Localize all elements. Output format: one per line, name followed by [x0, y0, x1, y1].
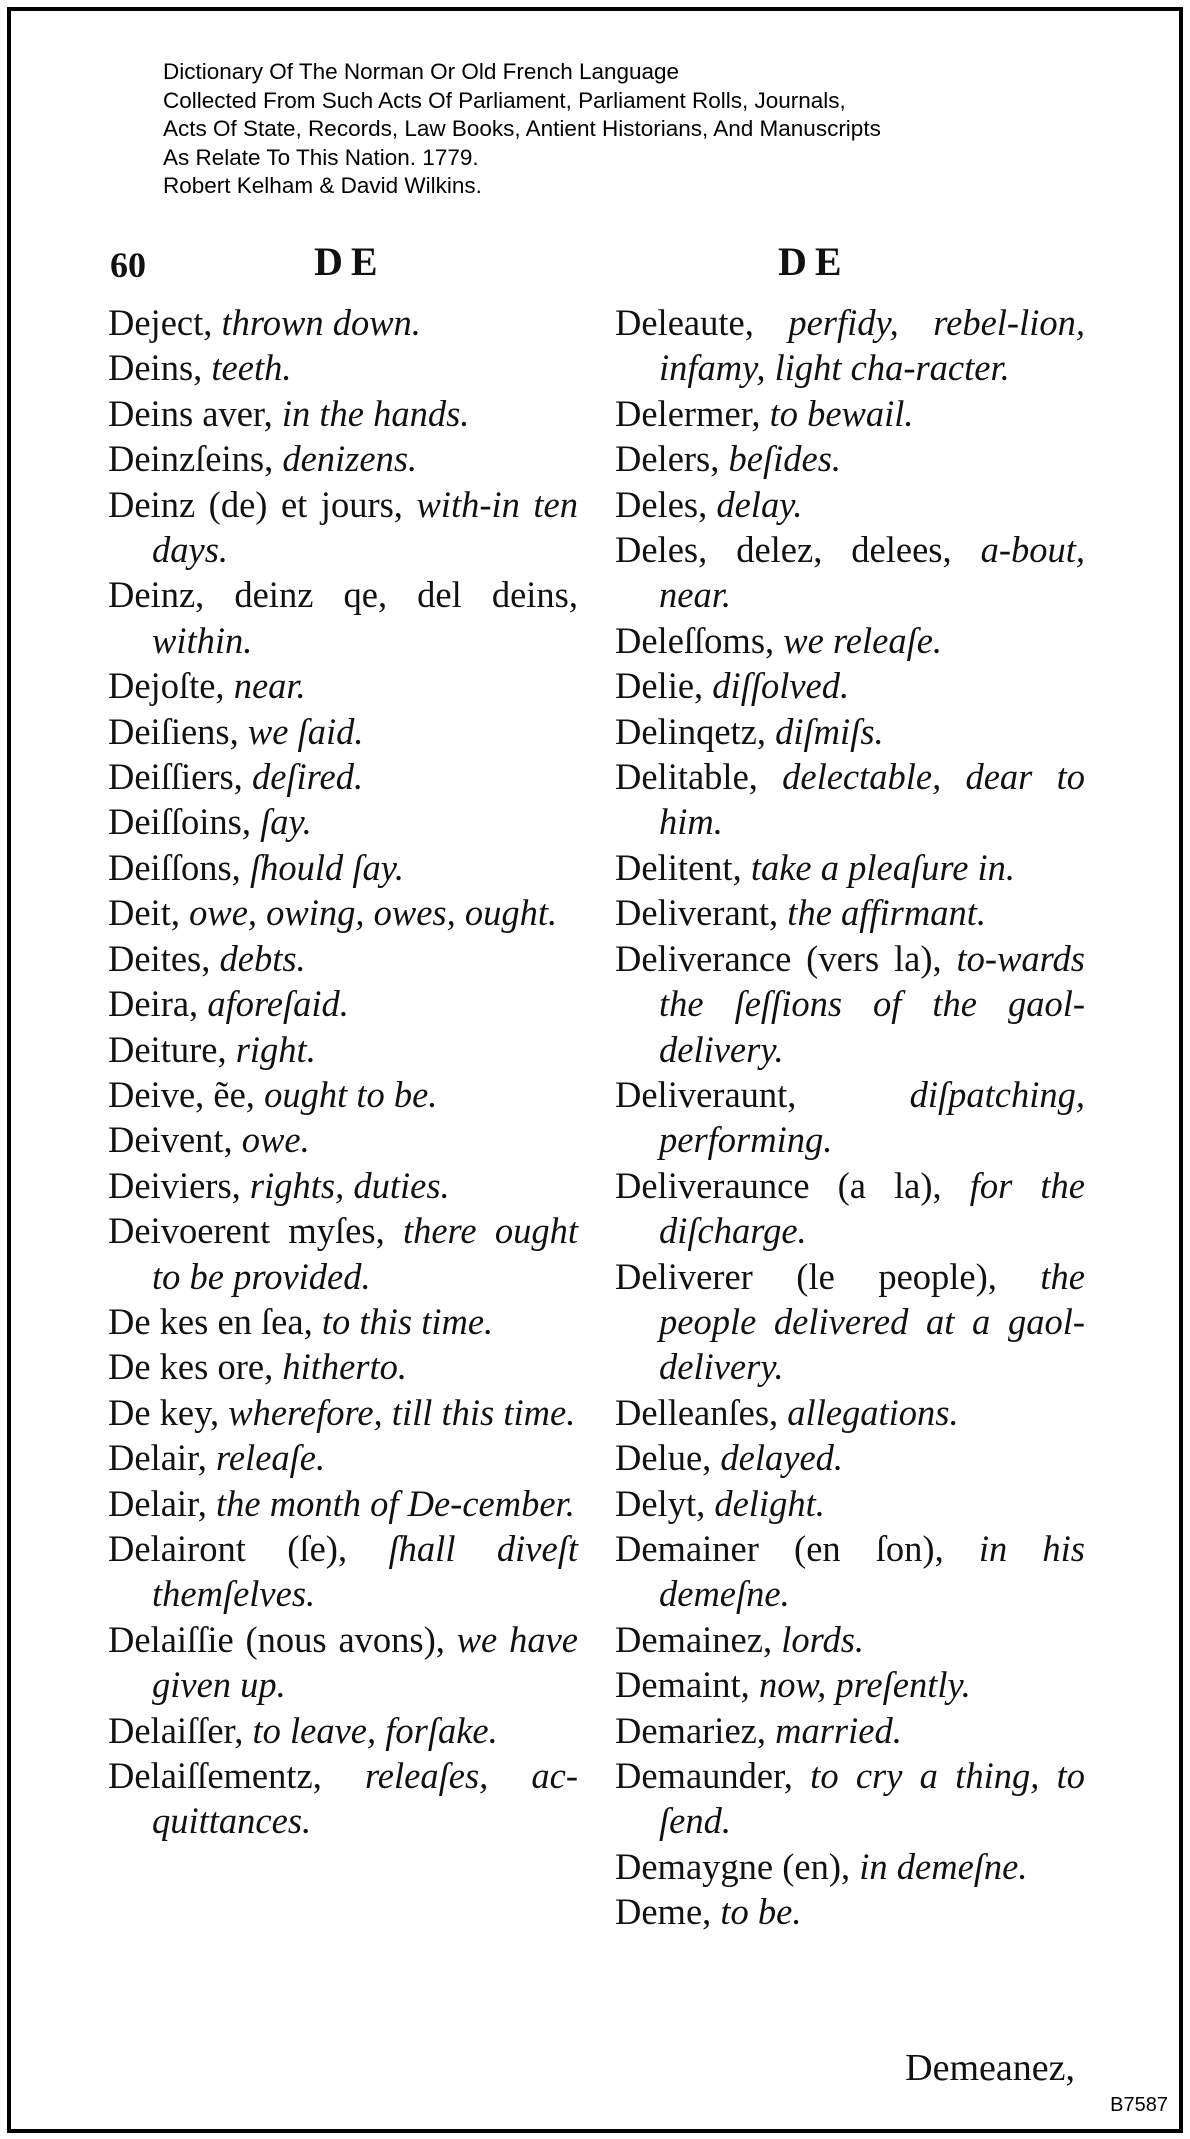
- dictionary-entry: [615, 1526, 1085, 1617]
- entry-definition: teeth.: [202, 347, 292, 389]
- entry-headword: Deinz (de) et jours,: [108, 483, 403, 525]
- entry-headword: Deles, delez, delees,: [615, 529, 952, 571]
- catchword: Demeanez,: [905, 2047, 1075, 2089]
- entry-definition: rights, duties.: [240, 1164, 450, 1206]
- entry-definition: there ought to be provided.: [152, 1210, 578, 1297]
- entry-headword: Delitent,: [615, 846, 742, 888]
- entry-definition: the people delivered at a gaol-delivery.: [659, 1255, 1085, 1388]
- dictionary-entry: [615, 618, 1085, 663]
- entry-definition: near.: [224, 665, 306, 707]
- entry-definition: delight.: [705, 1482, 825, 1524]
- entry-headword: Deinzſeins,: [108, 438, 274, 480]
- entry-definition: releaſes, ac-quittances.: [152, 1755, 578, 1842]
- entry-definition: deſired.: [242, 756, 364, 798]
- dictionary-entry: [615, 300, 1085, 391]
- dictionary-entry: [108, 799, 578, 844]
- dictionary-entry: [108, 1027, 578, 1072]
- entry-definition: aforeſaid.: [198, 983, 349, 1025]
- page-header: [0, 238, 1190, 298]
- entry-headword: Demaunder,: [615, 1755, 793, 1796]
- entry-definition: in his demeſne.: [659, 1527, 1085, 1615]
- entry-headword: Demaint,: [615, 1664, 750, 1706]
- entry-definition: ought to be.: [254, 1073, 438, 1115]
- dictionary-entry: [615, 1390, 1085, 1435]
- page-number: 60: [110, 245, 146, 285]
- caption-line: Dictionary Of The Norman Or Old French Language: [163, 59, 680, 84]
- entry-headword: Deivent,: [108, 1119, 233, 1161]
- entry-definition: perfidy, rebel-lion, infamy, light cha-racter.: [659, 302, 1085, 389]
- caption-line: As Relate To This Nation. 1779.: [163, 144, 479, 170]
- entry-headword: Delair,: [108, 1437, 207, 1479]
- entry-headword: Deins aver,: [108, 392, 273, 434]
- entry-headword: Delaiſſer,: [108, 1709, 244, 1751]
- entry-definition: to be.: [711, 1891, 802, 1933]
- dictionary-entry: [615, 1662, 1085, 1707]
- entry-definition: delay.: [707, 483, 803, 525]
- dictionary-entry: [615, 1844, 1085, 1889]
- dictionary-entry: [108, 1299, 578, 1344]
- entry-definition: lords.: [772, 1618, 865, 1660]
- entry-definition: owe.: [232, 1119, 310, 1161]
- entry-headword: Deiviers,: [108, 1164, 241, 1206]
- entry-headword: Dejoſte,: [108, 665, 225, 707]
- entry-headword: Deliverance (vers la),: [615, 937, 942, 979]
- dictionary-entry: [108, 709, 578, 754]
- entry-headword: Delinqetz,: [615, 710, 767, 752]
- entry-definition: we have given up.: [152, 1618, 578, 1706]
- entry-headword: Delers,: [615, 438, 720, 480]
- entry-headword: Deject,: [108, 302, 213, 343]
- entry-definition: delectable, dear to him.: [659, 756, 1085, 843]
- dictionary-entry: [615, 391, 1085, 436]
- dictionary-entry: [108, 1344, 578, 1389]
- entry-headword: De kes en ſea,: [108, 1300, 313, 1342]
- dictionary-entry: [615, 1708, 1085, 1753]
- entry-headword: De key,: [108, 1391, 220, 1433]
- entry-headword: Deites,: [108, 937, 211, 979]
- dictionary-entry: [108, 482, 578, 573]
- entry-headword: Deinz, deinz qe, del deins,: [108, 574, 578, 616]
- dictionary-entry: [108, 572, 578, 663]
- entry-headword: Delie,: [615, 665, 704, 707]
- entry-definition: hitherto.: [273, 1346, 408, 1388]
- dictionary-entry: [615, 1753, 1085, 1844]
- entry-definition: to this time.: [312, 1300, 494, 1342]
- entry-headword: Delleanſes,: [615, 1391, 779, 1433]
- entry-headword: Deiſiens,: [108, 710, 239, 752]
- dictionary-entry: [108, 345, 578, 390]
- entry-definition: the month of De-cember.: [206, 1482, 575, 1524]
- entry-headword: Deleſſoms,: [615, 619, 775, 661]
- entry-headword: Deiſſons,: [108, 846, 241, 888]
- dictionary-entry: [108, 1390, 578, 1435]
- entry-headword: Deleaute,: [615, 302, 754, 343]
- caption-line: Collected From Such Acts Of Parliament, Parliament Rolls, Journals,: [163, 87, 846, 113]
- dictionary-entry: [108, 754, 578, 799]
- entry-definition: a-bout, near.: [659, 529, 1085, 616]
- entry-headword: Deiſſoins,: [108, 801, 251, 843]
- entry-headword: Demainez,: [615, 1618, 773, 1660]
- entry-definition: to cry a thing, to ſend.: [659, 1755, 1085, 1842]
- entry-headword: Delairont (ſe),: [108, 1527, 348, 1569]
- entry-headword: De kes ore,: [108, 1346, 274, 1388]
- entry-definition: beſides.: [719, 438, 842, 480]
- dictionary-entry: [108, 890, 578, 935]
- entry-headword: Demainer (en ſon),: [615, 1527, 944, 1569]
- entry-definition: owe, owing, owes, ought.: [179, 892, 558, 934]
- entry-definition: ſhould ſay.: [240, 846, 405, 888]
- dictionary-entry: [108, 1526, 578, 1617]
- dictionary-entry: [108, 663, 578, 708]
- dictionary-entry: [615, 936, 1085, 1072]
- dictionary-entry: [615, 845, 1085, 890]
- entry-headword: Deliverer (le people),: [615, 1255, 997, 1297]
- running-head-left: DE: [314, 239, 386, 284]
- dictionary-entry: [108, 1753, 578, 1844]
- entry-headword: Deive, ẽe,: [108, 1073, 255, 1115]
- running-head-right: DE: [778, 239, 850, 284]
- entry-headword: Demariez,: [615, 1709, 766, 1751]
- entry-headword: Delaiſſementz,: [108, 1755, 322, 1796]
- dictionary-entry: [108, 1481, 578, 1526]
- caption-line: Acts Of State, Records, Law Books, Antient Historians, And Manuscripts: [163, 116, 881, 142]
- entry-definition: debts.: [210, 937, 306, 979]
- entry-definition: for the diſcharge.: [659, 1164, 1085, 1252]
- entry-headword: Deliverant,: [615, 892, 779, 934]
- entry-definition: diſmiſs.: [766, 710, 884, 752]
- entry-headword: Delaiſſie (nous avons),: [108, 1618, 445, 1660]
- entry-definition: diſpatching, performing.: [659, 1073, 1085, 1161]
- dictionary-entry: [108, 300, 578, 345]
- entry-headword: Deliveraunce (a la),: [615, 1164, 942, 1206]
- entry-definition: right.: [226, 1028, 316, 1070]
- dictionary-entry: [108, 391, 578, 436]
- entry-headword: Deiſſiers,: [108, 756, 243, 798]
- entry-definition: allegations.: [778, 1391, 959, 1433]
- entry-definition: to leave, forſake.: [243, 1709, 498, 1751]
- dictionary-entry: [108, 1072, 578, 1117]
- entry-definition: releaſe.: [206, 1437, 326, 1479]
- dictionary-entry: [108, 981, 578, 1026]
- entry-headword: Deiture,: [108, 1028, 227, 1070]
- entry-headword: Delyt,: [615, 1482, 706, 1524]
- entry-headword: Deme,: [615, 1891, 712, 1933]
- entry-definition: diſſolved.: [703, 665, 850, 707]
- entry-headword: Deivoerent myſes,: [108, 1210, 385, 1252]
- entry-definition: married.: [765, 1709, 902, 1751]
- dictionary-entry: [108, 1163, 578, 1208]
- dictionary-entry: [615, 663, 1085, 708]
- left-column: [108, 300, 578, 1844]
- dictionary-entry: [615, 482, 1085, 527]
- dictionary-entry: [108, 1435, 578, 1480]
- caption-line: Robert Kelham & David Wilkins.: [163, 173, 482, 199]
- entry-headword: Delermer,: [615, 392, 761, 434]
- entry-headword: Deles,: [615, 483, 708, 525]
- dictionary-entry: [108, 936, 578, 981]
- entry-definition: the affirmant.: [778, 892, 987, 934]
- dictionary-entry: [615, 1163, 1085, 1254]
- entry-headword: Deliveraunt,: [615, 1073, 797, 1115]
- source-caption: [163, 58, 881, 201]
- right-column: [615, 300, 1085, 1935]
- dictionary-entry: [615, 1481, 1085, 1526]
- entry-definition: in demeſne.: [850, 1845, 1028, 1887]
- dictionary-entry: [615, 1889, 1085, 1934]
- entry-definition: we releaſe.: [774, 619, 943, 661]
- entry-definition: wherefore, till this time.: [219, 1391, 576, 1433]
- dictionary-entry: [615, 1617, 1085, 1662]
- dictionary-entry: [108, 845, 578, 890]
- dictionary-entry: [108, 436, 578, 481]
- dictionary-entry: [615, 1254, 1085, 1390]
- dictionary-entry: [615, 1435, 1085, 1480]
- entry-headword: Demaygne (en),: [615, 1845, 851, 1887]
- entry-headword: Deins,: [108, 347, 203, 389]
- reference-code: B7587: [1110, 2094, 1168, 2116]
- entry-headword: Deit,: [108, 892, 180, 934]
- entry-headword: Delair,: [108, 1482, 207, 1524]
- entry-definition: delayed.: [711, 1437, 844, 1479]
- dictionary-entry: [108, 1617, 578, 1708]
- dictionary-entry: [108, 1117, 578, 1162]
- entry-definition: in the hands.: [272, 392, 470, 434]
- entry-headword: Delue,: [615, 1437, 712, 1479]
- entry-definition: with-in ten days.: [152, 483, 578, 571]
- entry-headword: Deira,: [108, 983, 199, 1025]
- dictionary-entry: [108, 1708, 578, 1753]
- dictionary-entry: [615, 1072, 1085, 1163]
- entry-headword: Delitable,: [615, 756, 758, 798]
- entry-definition: ſay.: [250, 801, 312, 843]
- entry-definition: thrown down.: [212, 302, 421, 343]
- entry-definition: now, preſently.: [749, 1664, 971, 1706]
- entry-definition: to bewail.: [760, 392, 914, 434]
- entry-definition: take a pleaſure in.: [741, 846, 1016, 888]
- entry-definition: within.: [152, 619, 253, 661]
- entry-definition: we ſaid.: [238, 710, 364, 752]
- dictionary-entry: [615, 436, 1085, 481]
- entry-definition: to-wards the ſeſſions of the gaol-delivery.: [659, 937, 1085, 1070]
- dictionary-entry: [615, 527, 1085, 618]
- dictionary-entry: [615, 709, 1085, 754]
- entry-definition: ſhall diveſt themſelves.: [152, 1527, 578, 1615]
- entry-definition: denizens.: [273, 438, 418, 480]
- dictionary-entry: [615, 890, 1085, 935]
- dictionary-entry: [615, 754, 1085, 845]
- dictionary-entry: [108, 1208, 578, 1299]
